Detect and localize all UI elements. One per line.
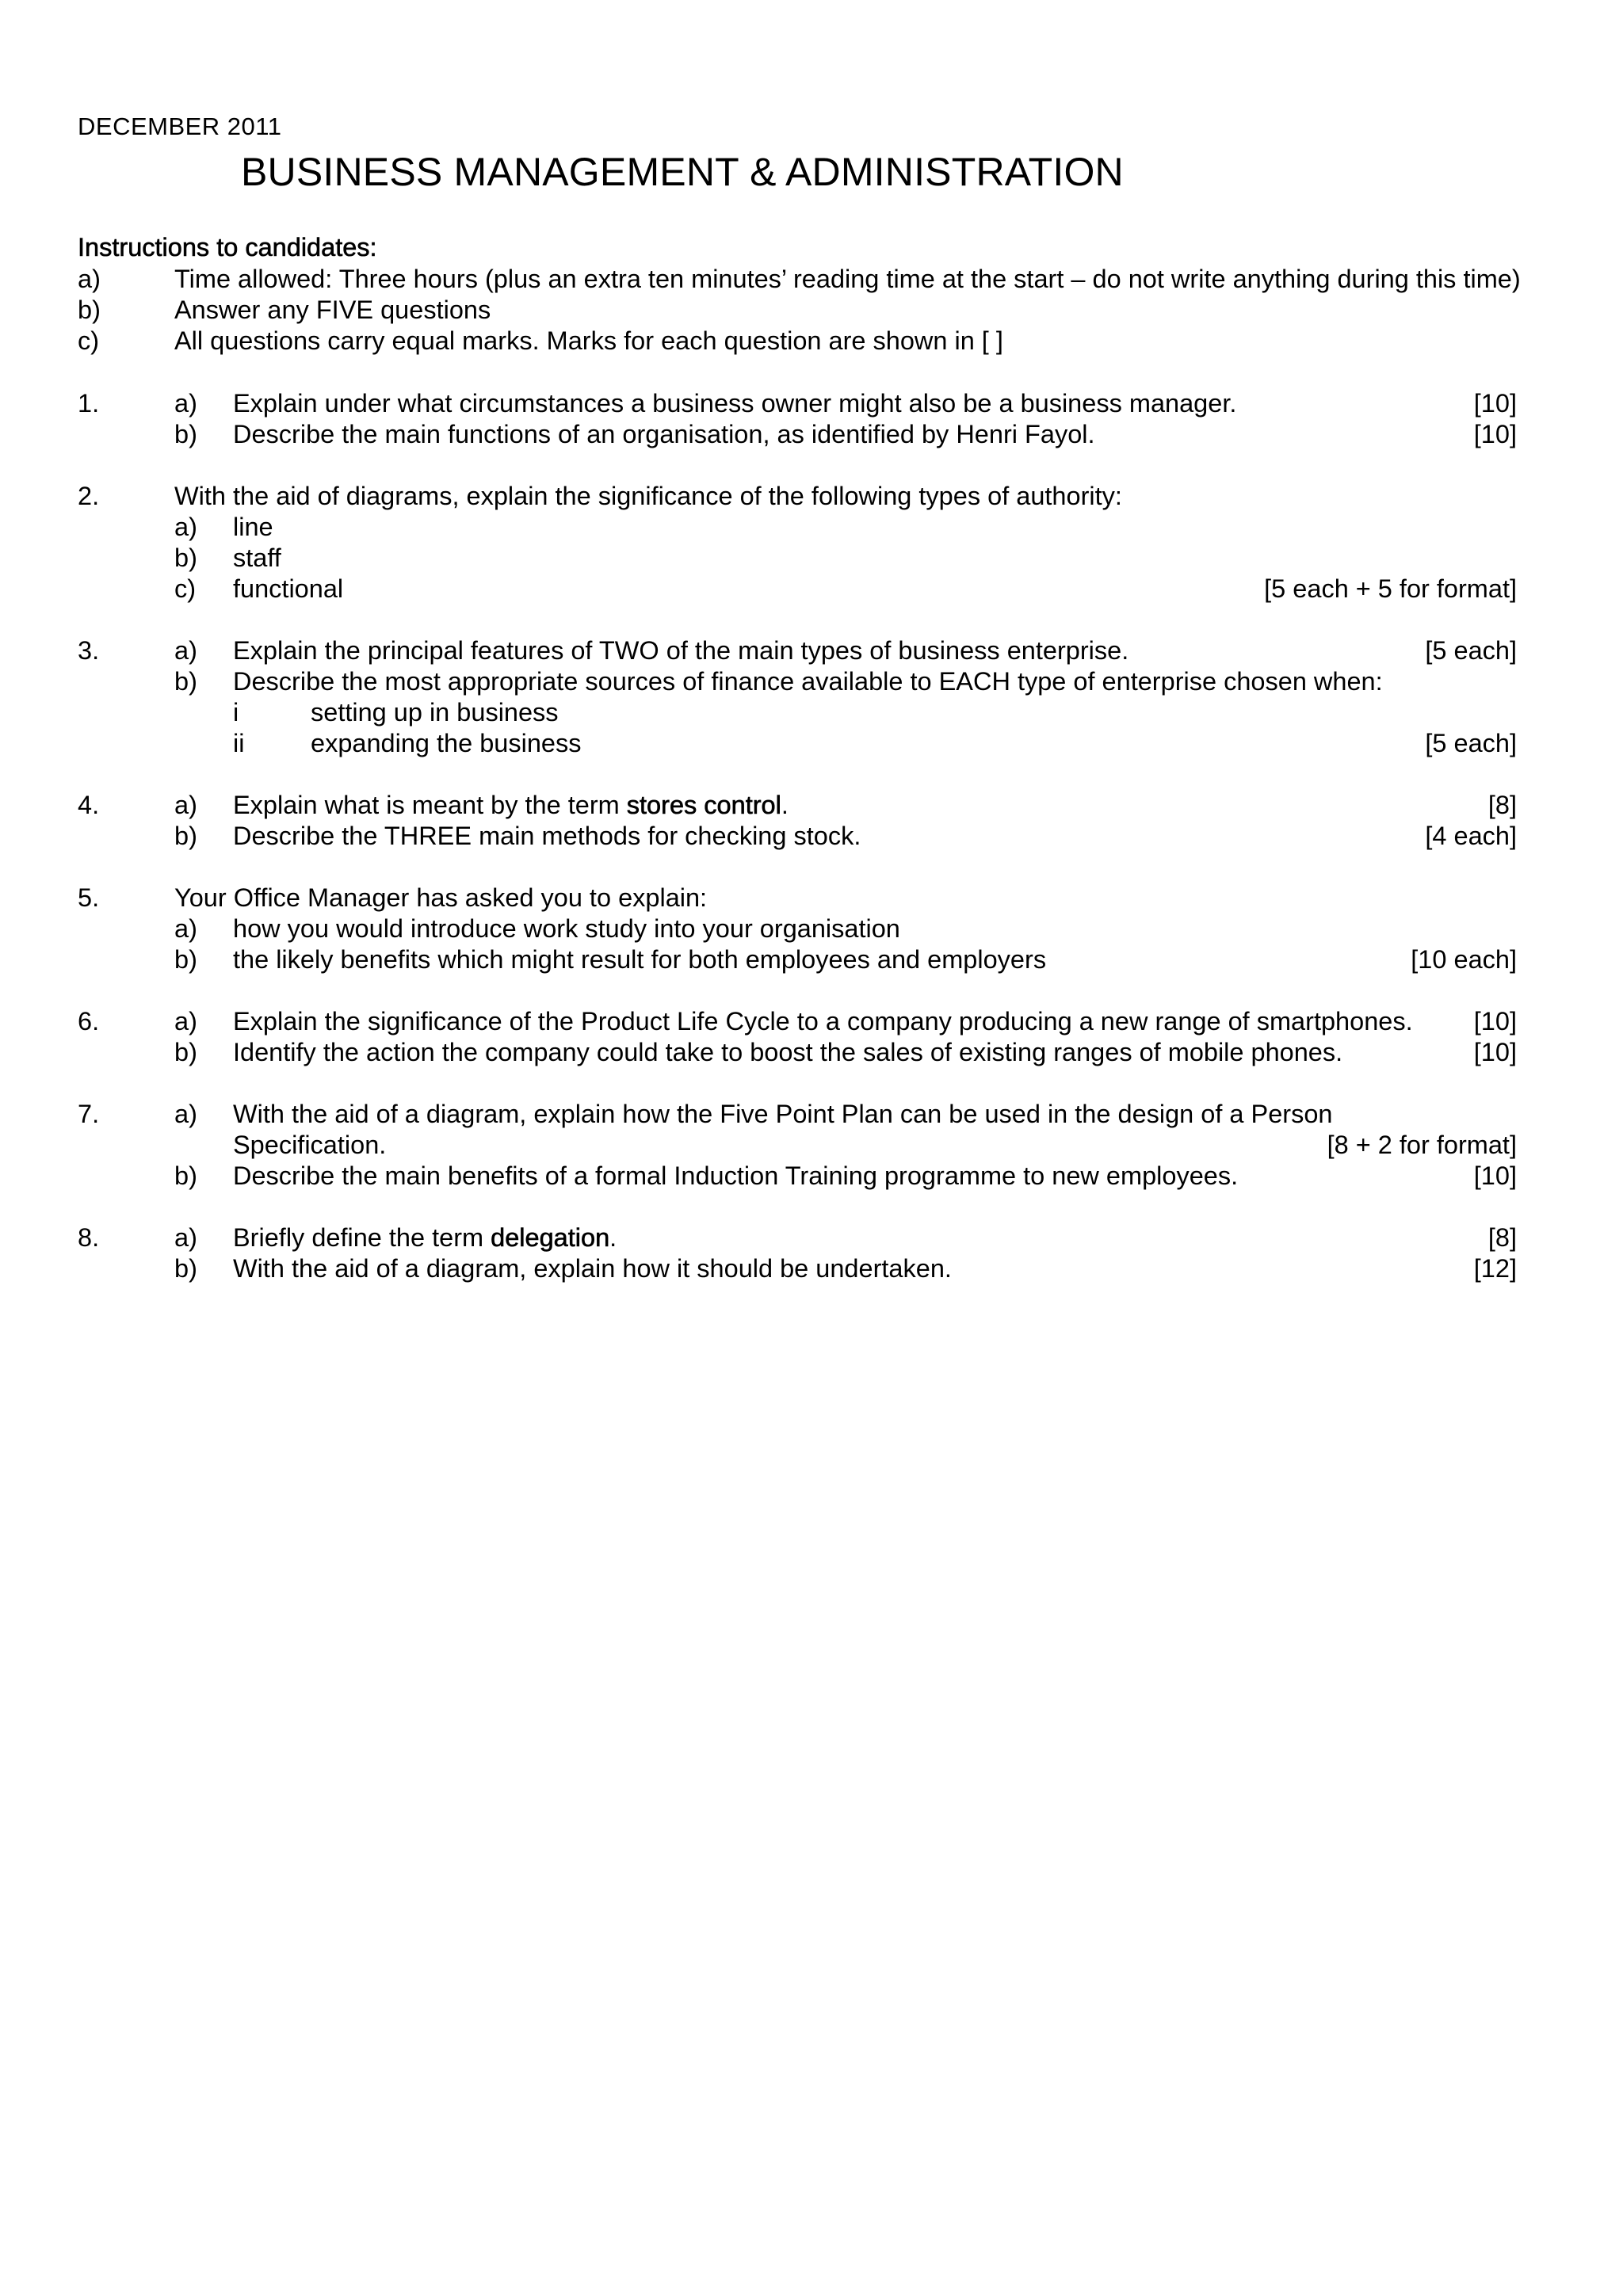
instruction-label: b) [78, 296, 101, 324]
part-label: a) [174, 1007, 197, 1035]
marks-allocation: [8] [1487, 791, 1517, 819]
part-text: the likely benefits which might result for both employees and employers [233, 945, 1047, 974]
exam-title: BUSINESS MANAGEMENT & ADMINISTRATION [241, 150, 1124, 194]
part-text: how you would introduce work study into your organisation [233, 914, 900, 943]
question-number: 7. [78, 1100, 100, 1128]
part-text: Explain under what circumstances a business owner might also be a business manager. [233, 389, 1237, 418]
part-label: a) [174, 791, 197, 819]
marks-allocation: [10] [1473, 1161, 1517, 1190]
part-label: b) [174, 543, 197, 572]
part-label: a) [174, 914, 197, 943]
marks-allocation: [5 each] [1425, 636, 1517, 665]
subpart-label: i [233, 698, 239, 727]
part-text-prefix: Briefly define the term [233, 1223, 491, 1252]
key-term: delegation [491, 1223, 610, 1252]
part-text-continued: Specification. [233, 1131, 387, 1159]
part-label: a) [174, 513, 197, 541]
instruction-label: c) [78, 326, 100, 355]
part-label: a) [174, 1223, 197, 1252]
part-label: b) [174, 1161, 197, 1190]
part-text: Describe the main functions of an organisation, as identified by Henri Fayol. [233, 420, 1095, 448]
marks-allocation: [5 each] [1425, 729, 1517, 757]
part-label: b) [174, 667, 197, 696]
instruction-text: Time allowed: Three hours (plus an extra ten minutes’ reading time at the start – do not write anything during this time) [174, 265, 1521, 293]
part-text: Explain the significance of the Product Life Cycle to a company producing a new range of smartphones. [233, 1007, 1413, 1035]
marks-allocation: [10] [1473, 1007, 1517, 1035]
part-text [233, 789, 789, 821]
marks-allocation: [5 each + 5 for format] [1264, 574, 1517, 603]
part-text: Describe the most appropriate sources of finance available to EACH type of enterprise chosen when: [233, 667, 1383, 696]
part-text: line [233, 513, 273, 541]
part-label: b) [174, 420, 197, 448]
part-text-suffix: . [609, 1223, 617, 1252]
marks-allocation: [10] [1473, 1038, 1517, 1066]
part-text-suffix: . [781, 791, 789, 819]
marks-allocation: [10] [1473, 420, 1517, 448]
part-label: b) [174, 822, 197, 850]
part-text: Explain the principal features of TWO of the main types of business enterprise. [233, 636, 1129, 665]
marks-allocation: [4 each] [1425, 822, 1517, 850]
marks-allocation: [8] [1487, 1223, 1517, 1252]
part-label: c) [174, 574, 197, 603]
part-label: a) [174, 1100, 197, 1128]
part-text-prefix: Explain what is meant by the term [233, 791, 627, 819]
subpart-text: expanding the business [311, 729, 582, 757]
part-text: With the aid of a diagram, explain how it should be undertaken. [233, 1254, 952, 1283]
instructions-heading: Instructions to candidates: [78, 233, 377, 261]
marks-allocation: [10] [1473, 389, 1517, 418]
key-term: stores control [626, 791, 781, 819]
question-number: 1. [78, 389, 100, 418]
instruction-label: a) [78, 265, 101, 293]
part-label: b) [174, 945, 197, 974]
question-number: 6. [78, 1007, 100, 1035]
part-label: b) [174, 1038, 197, 1066]
subpart-text: setting up in business [311, 698, 559, 727]
question-number: 8. [78, 1223, 100, 1252]
marks-allocation: [10 each] [1411, 945, 1517, 974]
part-label: a) [174, 389, 197, 418]
marks-allocation: [12] [1473, 1254, 1517, 1283]
part-label: a) [174, 636, 197, 665]
question-number: 4. [78, 791, 100, 819]
question-number: 2. [78, 482, 100, 510]
part-text: staff [233, 543, 281, 572]
part-label: b) [174, 1254, 197, 1283]
instruction-text: All questions carry equal marks. Marks for each question are shown in [ ] [174, 326, 1003, 355]
subpart-label: ii [233, 729, 245, 757]
part-text: functional [233, 574, 344, 603]
part-text: Describe the THREE main methods for checking stock. [233, 822, 861, 850]
marks-allocation: [8 + 2 for format] [1327, 1131, 1517, 1159]
question-stem: With the aid of diagrams, explain the significance of the following types of authority: [174, 482, 1122, 510]
part-text [233, 1222, 617, 1253]
question-number: 3. [78, 636, 100, 665]
instruction-text: Answer any FIVE questions [174, 296, 491, 324]
part-text: Identify the action the company could take to boost the sales of existing ranges of mobile phones. [233, 1038, 1343, 1066]
part-text: Describe the main benefits of a formal Induction Training programme to new employees. [233, 1161, 1239, 1190]
part-text: With the aid of a diagram, explain how the Five Point Plan can be used in the design of a Person [233, 1100, 1333, 1128]
exam-date: DECEMBER 2011 [78, 113, 282, 140]
question-number: 5. [78, 883, 100, 912]
question-stem: Your Office Manager has asked you to explain: [174, 883, 708, 912]
